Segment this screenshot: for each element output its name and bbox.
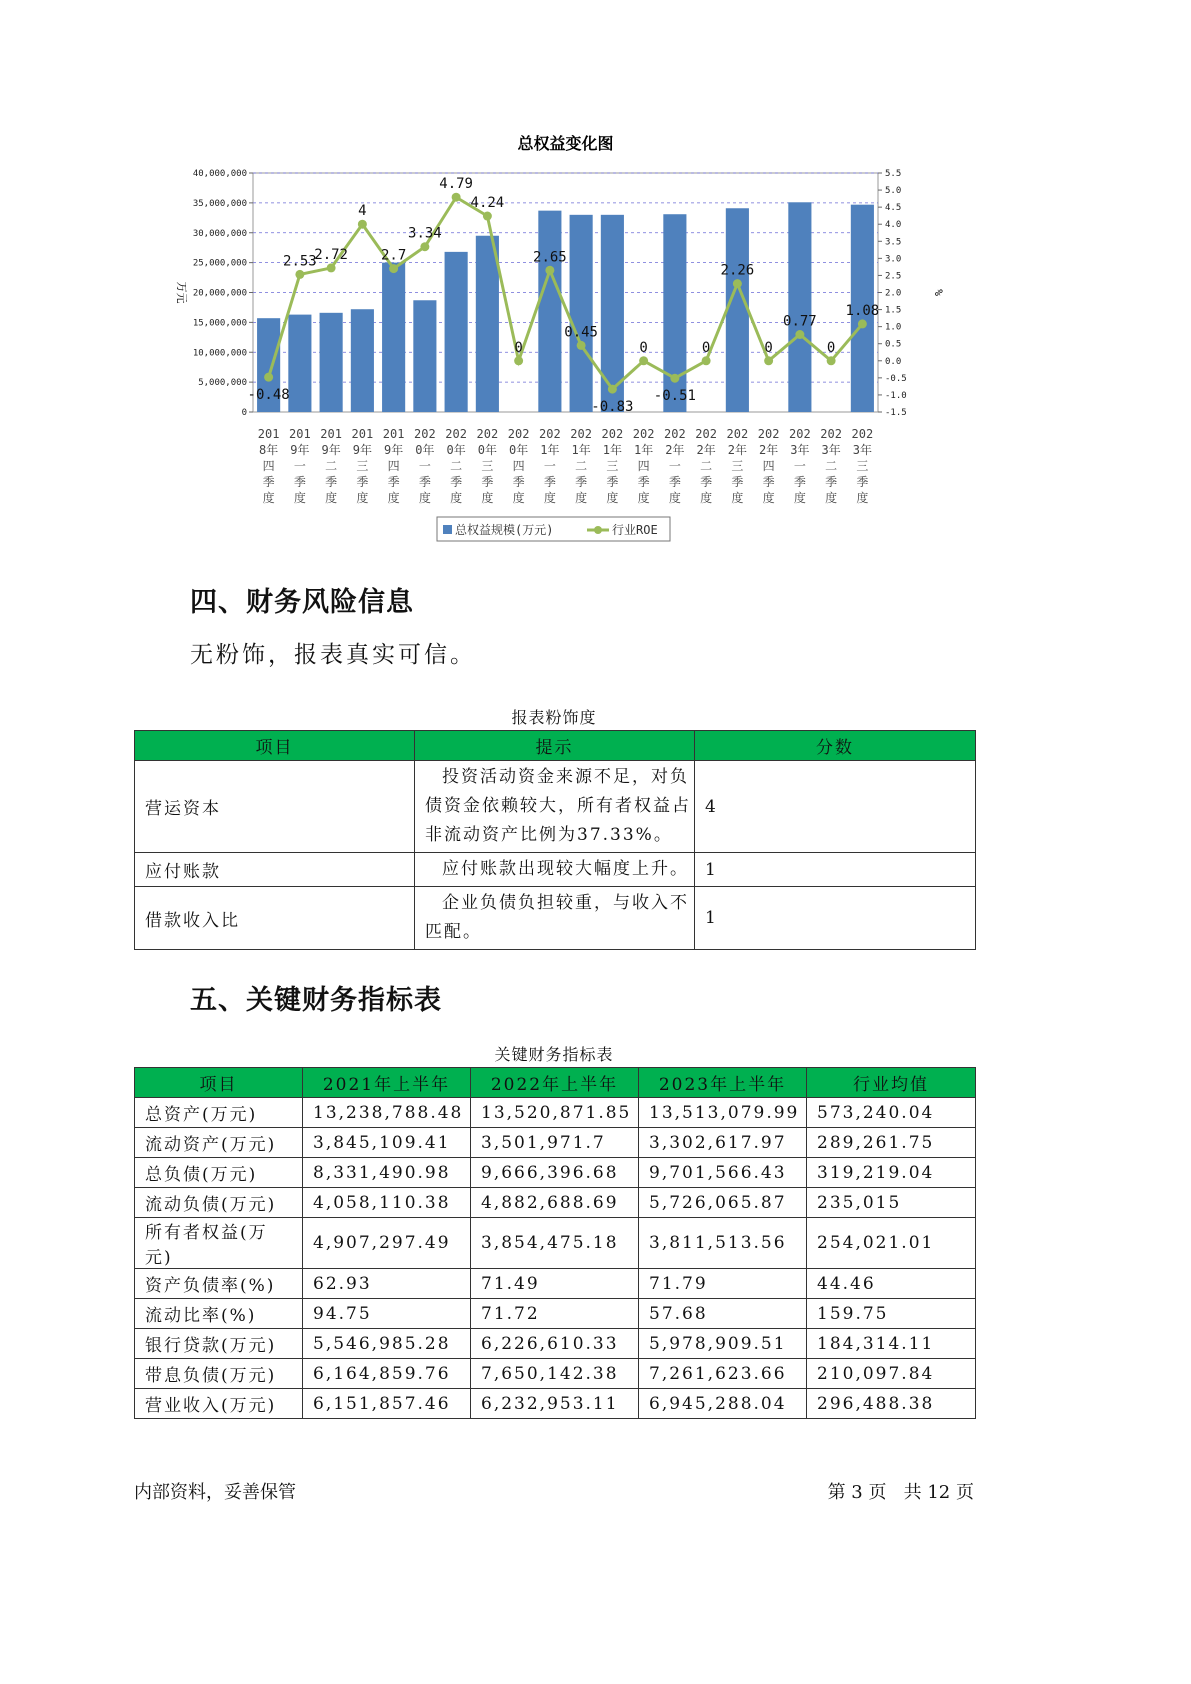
metric-value: 7,650,142.38 <box>471 1359 639 1389</box>
x-tick-label: 度 <box>325 491 338 505</box>
x-tick-label: 0年 <box>446 443 466 457</box>
roe-data-label: 4.79 <box>439 176 473 193</box>
table-row <box>135 1218 976 1269</box>
metric-value: 5,978,909.51 <box>639 1329 807 1359</box>
risk-hint: 应付账款出现较大幅度上升。 <box>415 853 695 887</box>
footer-confidential: 内部资料，妥善保管 <box>134 1482 296 1503</box>
metric-value: 3,302,617.97 <box>639 1128 807 1158</box>
x-tick-label: 201 <box>257 427 280 441</box>
x-tick-label: 3年 <box>821 443 841 457</box>
x-tick-label: 201 <box>351 427 374 441</box>
roe-point <box>702 356 711 365</box>
x-tick-label: 度 <box>856 491 869 505</box>
x-tick-label: 度 <box>825 491 838 505</box>
x-tick-label: 度 <box>262 491 275 505</box>
roe-point <box>389 264 398 273</box>
metric-value: 254,021.01 <box>807 1218 976 1269</box>
x-tick-label: 201 <box>320 427 342 441</box>
x-tick-label: 度 <box>512 491 525 505</box>
key-financial-table <box>134 1067 976 1419</box>
x-tick-label: 202 <box>820 427 842 441</box>
risk-score: 1 <box>695 887 976 950</box>
left-tick-label: 35,000,000 <box>192 198 247 209</box>
risk-table-caption: 报表粉饰度 <box>511 708 597 727</box>
roe-data-label: 4.24 <box>470 195 505 212</box>
footer-page-number: 第 3 页 共 12 页 <box>827 1482 974 1503</box>
x-tick-label: 季 <box>793 475 806 489</box>
x-tick-label: 季 <box>293 475 306 489</box>
roe-data-label: 1.08 <box>845 302 880 319</box>
roe-data-label: 4 <box>358 203 367 220</box>
risk-table <box>134 730 976 950</box>
bar <box>476 236 499 412</box>
metric-name: 总负债(万元) <box>135 1158 303 1188</box>
x-tick-label: 度 <box>731 491 744 505</box>
bar <box>351 309 374 412</box>
table-row <box>135 1389 976 1419</box>
x-tick-label: 季 <box>856 475 869 489</box>
metric-value: 6,151,857.46 <box>303 1389 471 1419</box>
metric-name: 资产负债率(%) <box>135 1269 303 1299</box>
x-tick-label: 度 <box>637 491 650 505</box>
risk-hint: 投资活动资金来源不足，对负债资金依赖较大，所有者权益占非流动资产比例为37.33%。 <box>415 761 695 853</box>
x-tick-label: 度 <box>356 491 369 505</box>
metric-value: 3,845,109.41 <box>303 1128 471 1158</box>
x-tick-label: 度 <box>418 491 431 505</box>
x-tick-label: 8年 <box>259 443 279 457</box>
x-tick-label: 201 <box>382 427 405 441</box>
metric-value: 94.75 <box>303 1299 471 1329</box>
x-tick-label: 季 <box>825 475 838 489</box>
x-tick-label: 季 <box>668 475 681 489</box>
roe-data-label: 0 <box>514 339 523 356</box>
x-tick-label: 季 <box>387 475 400 489</box>
metric-name: 流动资产(万元) <box>135 1128 303 1158</box>
table-row <box>135 1128 976 1158</box>
roe-point <box>420 242 429 251</box>
risk-item: 营运资本 <box>135 761 415 853</box>
roe-data-label: -0.51 <box>653 388 696 405</box>
x-tick-label: 9年 <box>290 443 310 457</box>
x-tick-label: 季 <box>512 475 525 489</box>
roe-point <box>514 356 523 365</box>
right-axis-label: % <box>932 289 945 296</box>
key-table-header <box>135 1068 976 1098</box>
roe-point <box>827 356 836 365</box>
x-tick-label: 季 <box>543 475 556 489</box>
header-score: 分数 <box>695 731 976 761</box>
section4-heading: 四、财务风险信息 <box>190 587 414 618</box>
metric-value: 57.68 <box>639 1299 807 1329</box>
left-tick-label: 10,000,000 <box>192 348 247 359</box>
x-tick-label: 三 <box>731 459 744 473</box>
roe-data-label: 0 <box>639 339 648 356</box>
x-tick-label: 3年 <box>852 443 872 457</box>
roe-point <box>545 266 554 275</box>
x-tick-label: 四 <box>262 459 275 473</box>
metric-value: 6,945,288.04 <box>639 1389 807 1419</box>
left-tick-label: 5,000,000 <box>198 378 247 389</box>
bar <box>320 313 343 412</box>
roe-data-label: 0 <box>826 339 836 356</box>
bar <box>788 202 811 412</box>
roe-point <box>608 385 617 394</box>
metric-value: 71.49 <box>471 1269 639 1299</box>
metric-value: 159.75 <box>807 1299 976 1329</box>
x-tick-label: 季 <box>700 475 713 489</box>
metric-value: 6,226,610.33 <box>471 1329 639 1359</box>
metric-value: 6,164,859.76 <box>303 1359 471 1389</box>
risk-item: 借款收入比 <box>135 887 415 950</box>
x-tick-label: 季 <box>762 475 775 489</box>
x-tick-label: 202 <box>664 427 686 441</box>
roe-data-label: 2.65 <box>533 249 567 266</box>
x-tick-label: 度 <box>668 491 681 505</box>
metric-value: 4,907,297.49 <box>303 1218 471 1269</box>
x-tick-label: 四 <box>387 459 400 473</box>
right-tick-label: 1.0 <box>885 322 902 333</box>
right-tick-label: 5.0 <box>885 186 902 197</box>
right-tick-label: 1.5 <box>885 305 902 316</box>
metric-name: 流动比率(%) <box>135 1299 303 1329</box>
roe-point <box>670 374 679 383</box>
x-tick-label: 202 <box>507 427 530 441</box>
equity-chart <box>150 125 960 550</box>
roe-point <box>452 193 461 202</box>
x-tick-label: 季 <box>325 475 338 489</box>
metric-value: 9,701,566.43 <box>639 1158 807 1188</box>
roe-point <box>733 279 742 288</box>
x-tick-label: 度 <box>481 491 494 505</box>
x-tick-label: 四 <box>637 459 650 473</box>
bar <box>726 208 749 412</box>
metric-value: 4,882,688.69 <box>471 1188 639 1218</box>
left-tick-label: 40,000,000 <box>192 169 247 179</box>
header-2021: 2021年上半年 <box>303 1068 471 1098</box>
x-tick-label: 季 <box>575 475 588 489</box>
bar <box>445 252 468 412</box>
header-2022: 2022年上半年 <box>471 1068 639 1098</box>
risk-item: 应付账款 <box>135 853 415 887</box>
roe-data-label: 2.72 <box>314 246 348 263</box>
x-tick-label: 2年 <box>759 443 779 457</box>
metric-value: 13,513,079.99 <box>639 1098 807 1128</box>
x-tick-label: 二 <box>450 459 463 473</box>
table-row <box>135 1359 976 1389</box>
x-tick-label: 度 <box>762 491 775 505</box>
x-tick-label: 度 <box>293 491 306 505</box>
x-tick-label: 二 <box>325 459 338 473</box>
metric-value: 573,240.04 <box>807 1098 976 1128</box>
x-tick-label: 度 <box>793 491 806 505</box>
roe-data-label: 2.7 <box>380 247 407 264</box>
chart-title: 总权益变化图 <box>517 134 614 153</box>
metric-name: 流动负债(万元) <box>135 1188 303 1218</box>
x-tick-label: 2年 <box>665 443 685 457</box>
roe-point <box>639 356 648 365</box>
bar <box>570 215 593 412</box>
table-row <box>135 761 976 853</box>
table-row <box>135 1188 976 1218</box>
x-tick-label: 季 <box>356 475 369 489</box>
x-tick-label: 9年 <box>352 443 372 457</box>
key-table-caption: 关键财务指标表 <box>494 1045 614 1064</box>
x-tick-label: 季 <box>262 475 275 489</box>
x-tick-label: 季 <box>418 475 431 489</box>
metric-value: 3,854,475.18 <box>471 1218 639 1269</box>
x-tick-label: 0年 <box>509 443 529 457</box>
right-tick-label: -1.0 <box>885 390 907 401</box>
table-row <box>135 1098 976 1128</box>
x-tick-label: 季 <box>731 475 744 489</box>
x-tick-label: 度 <box>387 491 400 505</box>
roe-data-label: 0 <box>701 339 711 356</box>
right-tick-label: 0.5 <box>885 339 902 350</box>
metric-value: 5,726,065.87 <box>639 1188 807 1218</box>
table-row <box>135 853 976 887</box>
metric-value: 210,097.84 <box>807 1359 976 1389</box>
right-tick-label: 3.0 <box>885 254 902 265</box>
x-tick-label: 三 <box>481 459 494 473</box>
x-tick-label: 一 <box>668 459 681 473</box>
risk-score: 4 <box>695 761 976 853</box>
risk-hint: 企业负债负担较重，与收入不匹配。 <box>415 887 695 950</box>
x-tick-label: 2年 <box>696 443 716 457</box>
header-2023: 2023年上半年 <box>639 1068 807 1098</box>
x-tick-label: 三 <box>356 459 369 473</box>
x-tick-label: 9年 <box>321 443 341 457</box>
x-tick-label: 三 <box>606 459 619 473</box>
legend-line-marker <box>594 526 602 534</box>
roe-data-label: 0.45 <box>564 324 598 341</box>
x-tick-label: 一 <box>543 459 556 473</box>
metric-name: 所有者权益(万元) <box>135 1218 303 1269</box>
roe-point <box>483 212 492 221</box>
bar <box>288 315 311 412</box>
metric-value: 9,666,396.68 <box>471 1158 639 1188</box>
roe-point <box>858 319 867 328</box>
metric-value: 184,314.11 <box>807 1329 976 1359</box>
x-tick-label: 度 <box>543 491 556 505</box>
metric-value: 62.93 <box>303 1269 471 1299</box>
x-tick-label: 1年 <box>540 443 560 457</box>
metric-value: 5,546,985.28 <box>303 1329 471 1359</box>
header-hint: 提示 <box>415 731 695 761</box>
metric-value: 13,520,871.85 <box>471 1098 639 1128</box>
x-tick-label: 一 <box>418 459 431 473</box>
x-tick-label: 3年 <box>790 443 810 457</box>
roe-data-label: 0.77 <box>783 313 817 330</box>
right-tick-label: 4.0 <box>885 220 902 231</box>
x-tick-label: 0年 <box>415 443 435 457</box>
x-tick-label: 202 <box>539 427 561 441</box>
roe-data-label: 0 <box>764 339 773 356</box>
metric-value: 3,501,971.7 <box>471 1128 639 1158</box>
x-tick-label: 二 <box>575 459 588 473</box>
roe-data-label: -0.83 <box>591 399 634 416</box>
roe-point <box>327 263 336 272</box>
roe-data-label: 2.26 <box>720 262 755 279</box>
metric-value: 4,058,110.38 <box>303 1188 471 1218</box>
x-tick-label: 一 <box>793 459 806 473</box>
roe-point <box>577 341 586 350</box>
header-item: 项目 <box>135 1068 303 1098</box>
metric-value: 296,488.38 <box>807 1389 976 1419</box>
right-tick-label: 3.5 <box>885 237 902 248</box>
x-tick-label: 四 <box>762 459 775 473</box>
metric-value: 235,015 <box>807 1188 976 1218</box>
x-tick-label: 一 <box>293 459 306 473</box>
right-tick-label: 4.5 <box>885 203 902 214</box>
x-tick-label: 三 <box>856 459 869 473</box>
bar <box>382 263 405 412</box>
x-tick-label: 202 <box>789 427 811 441</box>
left-axis-label: 万元 <box>175 281 188 304</box>
legend-bar-label: 总权益规模(万元) <box>455 523 554 537</box>
x-tick-label: 度 <box>606 491 619 505</box>
roe-point <box>295 270 304 279</box>
right-tick-label: -1.5 <box>885 408 907 418</box>
metric-name: 银行贷款(万元) <box>135 1329 303 1359</box>
metric-value: 7,261,623.66 <box>639 1359 807 1389</box>
table-row <box>135 887 976 950</box>
x-tick-label: 1年 <box>602 443 622 457</box>
x-tick-label: 季 <box>637 475 650 489</box>
left-tick-label: 0 <box>241 408 247 418</box>
section5-heading: 五、关键财务指标表 <box>190 985 442 1016</box>
left-tick-label: 20,000,000 <box>192 288 247 299</box>
x-tick-label: 二 <box>700 459 713 473</box>
table-row <box>135 1329 976 1359</box>
x-tick-label: 二 <box>825 459 838 473</box>
x-tick-label: 度 <box>450 491 463 505</box>
x-tick-label: 202 <box>476 427 499 441</box>
x-tick-label: 0年 <box>477 443 497 457</box>
x-tick-label: 季 <box>481 475 494 489</box>
roe-point <box>358 220 367 229</box>
x-tick-label: 201 <box>289 427 311 441</box>
table-row <box>135 1269 976 1299</box>
x-tick-label: 202 <box>695 427 717 441</box>
metric-value: 319,219.04 <box>807 1158 976 1188</box>
x-tick-label: 202 <box>632 427 655 441</box>
x-tick-label: 度 <box>700 491 713 505</box>
metric-name: 带息负债(万元) <box>135 1359 303 1389</box>
left-tick-label: 15,000,000 <box>192 318 247 329</box>
metric-value: 6,232,953.11 <box>471 1389 639 1419</box>
roe-point <box>795 330 804 339</box>
bar <box>538 211 561 412</box>
section4-text: 无粉饰，报表真实可信。 <box>190 642 476 668</box>
metric-value: 71.72 <box>471 1299 639 1329</box>
header-industry-avg: 行业均值 <box>807 1068 976 1098</box>
risk-table-header <box>135 731 976 761</box>
metric-value: 13,238,788.48 <box>303 1098 471 1128</box>
metric-value: 44.46 <box>807 1269 976 1299</box>
right-tick-label: 2.5 <box>885 271 902 282</box>
roe-data-label: -0.48 <box>247 387 290 404</box>
x-tick-label: 202 <box>445 427 467 441</box>
x-tick-label: 2年 <box>727 443 747 457</box>
metric-value: 289,261.75 <box>807 1128 976 1158</box>
x-tick-label: 度 <box>575 491 588 505</box>
x-tick-label: 202 <box>414 427 436 441</box>
left-tick-label: 25,000,000 <box>192 258 247 269</box>
legend-bar-swatch <box>443 525 452 534</box>
metric-name: 营业收入(万元) <box>135 1389 303 1419</box>
metric-value: 71.79 <box>639 1269 807 1299</box>
metric-value: 8,331,490.98 <box>303 1158 471 1188</box>
x-tick-label: 季 <box>606 475 619 489</box>
legend-line-label: 行业ROE <box>612 523 658 537</box>
roe-data-label: 3.34 <box>408 225 442 242</box>
risk-score: 1 <box>695 853 976 887</box>
roe-data-label: 2.53 <box>283 253 317 270</box>
table-row <box>135 1158 976 1188</box>
right-tick-label: -0.5 <box>885 373 907 384</box>
x-tick-label: 1年 <box>571 443 591 457</box>
x-tick-label: 202 <box>757 427 780 441</box>
metric-value: 3,811,513.56 <box>639 1218 807 1269</box>
right-tick-label: 2.0 <box>885 288 902 299</box>
roe-point <box>764 356 773 365</box>
roe-point <box>264 373 273 382</box>
right-tick-label: 5.5 <box>885 169 902 179</box>
x-tick-label: 202 <box>851 427 874 441</box>
bar <box>413 300 436 412</box>
x-tick-label: 季 <box>450 475 463 489</box>
x-tick-label: 202 <box>601 427 624 441</box>
left-tick-label: 30,000,000 <box>192 228 247 239</box>
x-tick-label: 1年 <box>634 443 654 457</box>
right-tick-label: 0.0 <box>885 356 902 367</box>
header-item: 项目 <box>135 731 415 761</box>
x-tick-label: 9年 <box>384 443 404 457</box>
x-tick-label: 四 <box>512 459 525 473</box>
metric-name: 总资产(万元) <box>135 1098 303 1128</box>
table-row <box>135 1299 976 1329</box>
x-tick-label: 202 <box>570 427 592 441</box>
x-tick-label: 202 <box>726 427 749 441</box>
